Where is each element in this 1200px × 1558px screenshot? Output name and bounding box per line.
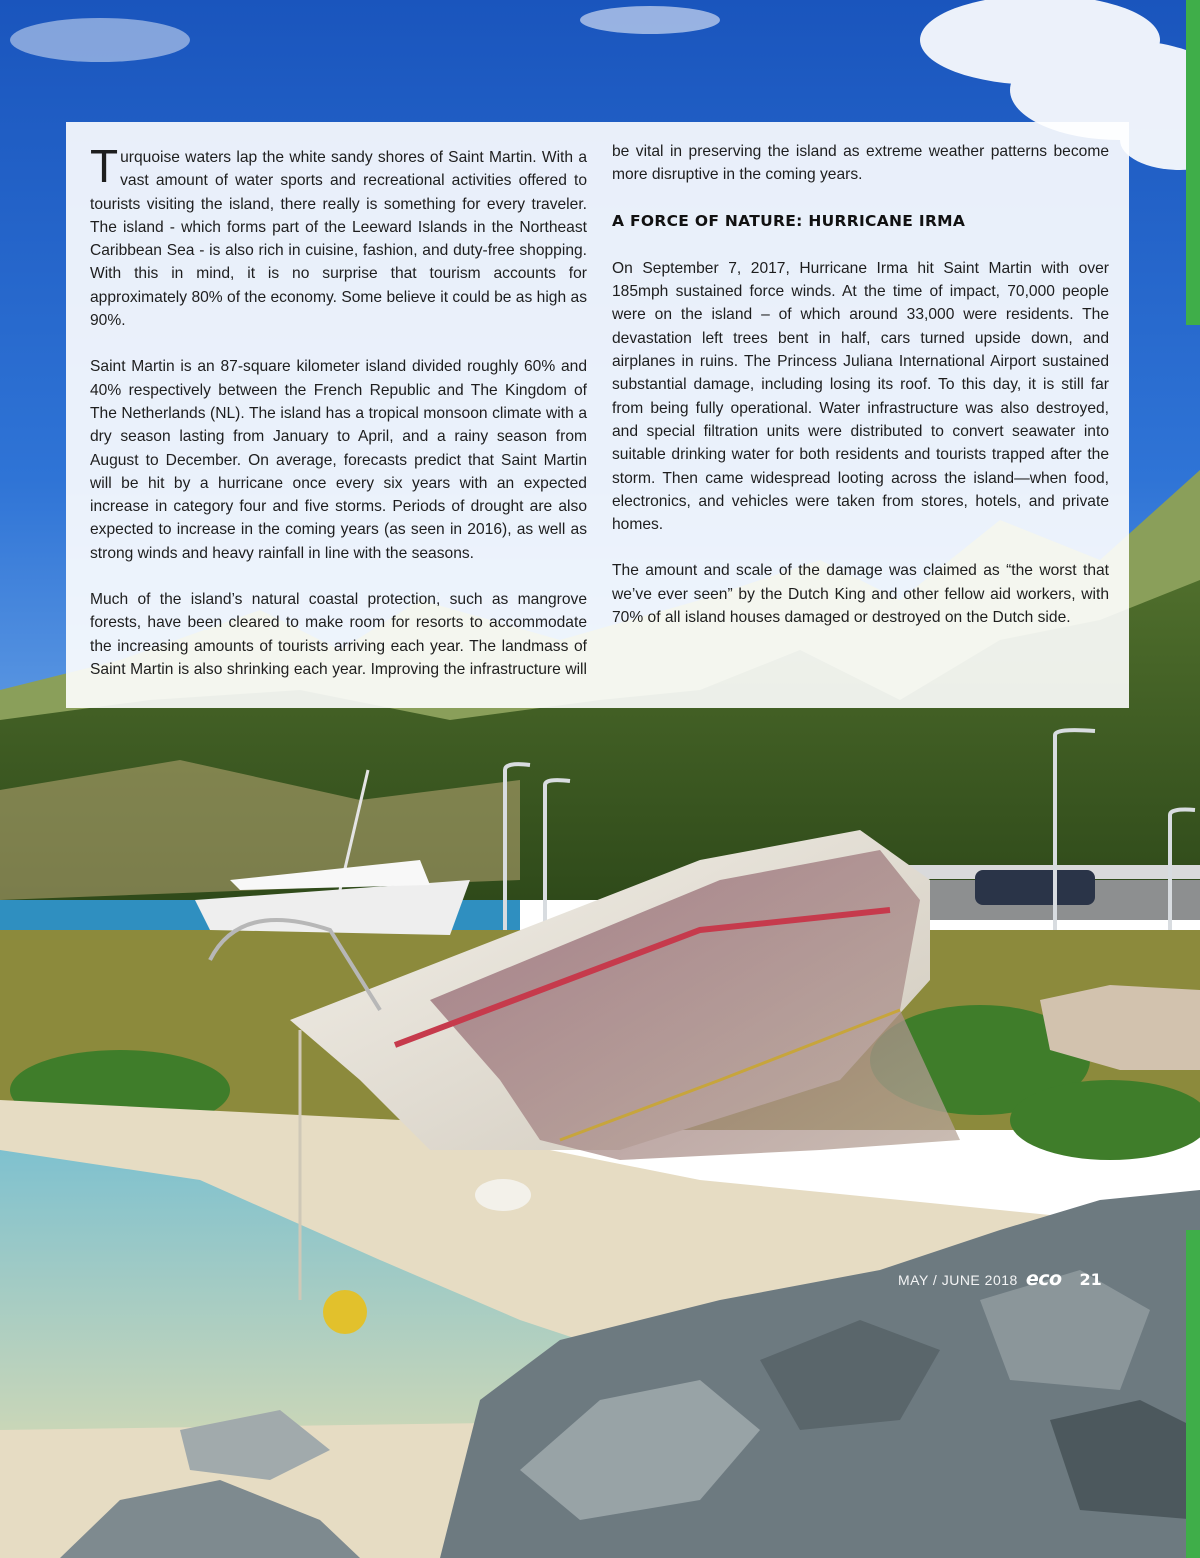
article-paragraph-5: The amount and scale of the damage was claimed as “the worst that we’ve ever seen” by the Dutch King and other fellow aid workers, with 70% of all island houses damaged or destroyed on the Dutch side. [612, 562, 1109, 627]
article-column-right [612, 140, 1109, 652]
paragraph-1-text: urquoise waters lap the white sandy shores of Saint Martin. With a vast amount of water sports and recreational activities offered to tourists visiting the island, there really is something for every traveler. The island - which forms part of the Leeward Islands in the Northeast Caribbean Sea - is also rich in cuisine, fashion, and duty-free shopping. With this in mind, it is no surprise that tourism accounts for approximately 80% of the economy. Some believe it could be as high as 90%. [90, 149, 587, 330]
article-paragraph-4: On September 7, 2017, Hurricane Irma hit Saint Martin with over 185mph sustained force winds. At the time of impact, 70,000 people were on the island – of which around 33,000 were residents. The devastation left trees bent in half, cars turned upside down, and airplanes in ruins. The Princess Juliana International Airport sustained substantial damage, including losing its roof. To this day, it is still far from being fully operational. Water infrastructure was also destroyed, and special filtration units were distributed to convert seawater into suitable drinking water for both residents and tourists trapped after the storm. Then came widespread looting across the island—when food, electronics, and vehicles were taken from stores, hotels, and private homes. [612, 259, 1109, 534]
issue-date: MAY / JUNE 2018 [898, 1272, 1018, 1288]
article-column-left [90, 140, 587, 704]
article-text-panel [66, 122, 1129, 708]
green-side-tab-top [1186, 0, 1200, 325]
page-number: 21 [1079, 1270, 1102, 1289]
page-folio [898, 1268, 1102, 1290]
buoy [323, 1290, 367, 1334]
drop-cap: T [90, 140, 119, 192]
magazine-logo: eco [1025, 1268, 1062, 1290]
section-subhead: A FORCE OF NATURE: HURRICANE IRMA [612, 211, 966, 230]
article-paragraph-3-continued: be vital in preserving the island as extreme weather patterns become more disruptive in the coming years. [612, 143, 1109, 184]
article-paragraph-3: Much of the island’s natural coastal protection, such as mangrove forests, have been cleared to make room for resorts to accommodate the increasing amounts of tourists arriving each year. The landmass of Saint Martin is also shrinking each year. Improving the infrastructure will [90, 591, 587, 678]
green-side-tab-bottom [1186, 1230, 1200, 1558]
article-paragraph-1 [90, 140, 587, 332]
car [975, 870, 1095, 905]
article-paragraph-2: Saint Martin is an 87-square kilometer island divided roughly 60% and 40% respectively between the French Republic and The Kingdom of The Netherlands (NL). The island has a tropical monsoon climate with a dry season lasting from January to April, and a rainy season from August to December. On average, forecasts predict that Saint Martin will be hit by a hurricane once every six years with an expected increase in category four and five storms. Periods of drought are also expected to increase in the coming years (as seen in 2016), as well as strong winds and heavy rainfall in line with the seasons. [90, 358, 587, 562]
